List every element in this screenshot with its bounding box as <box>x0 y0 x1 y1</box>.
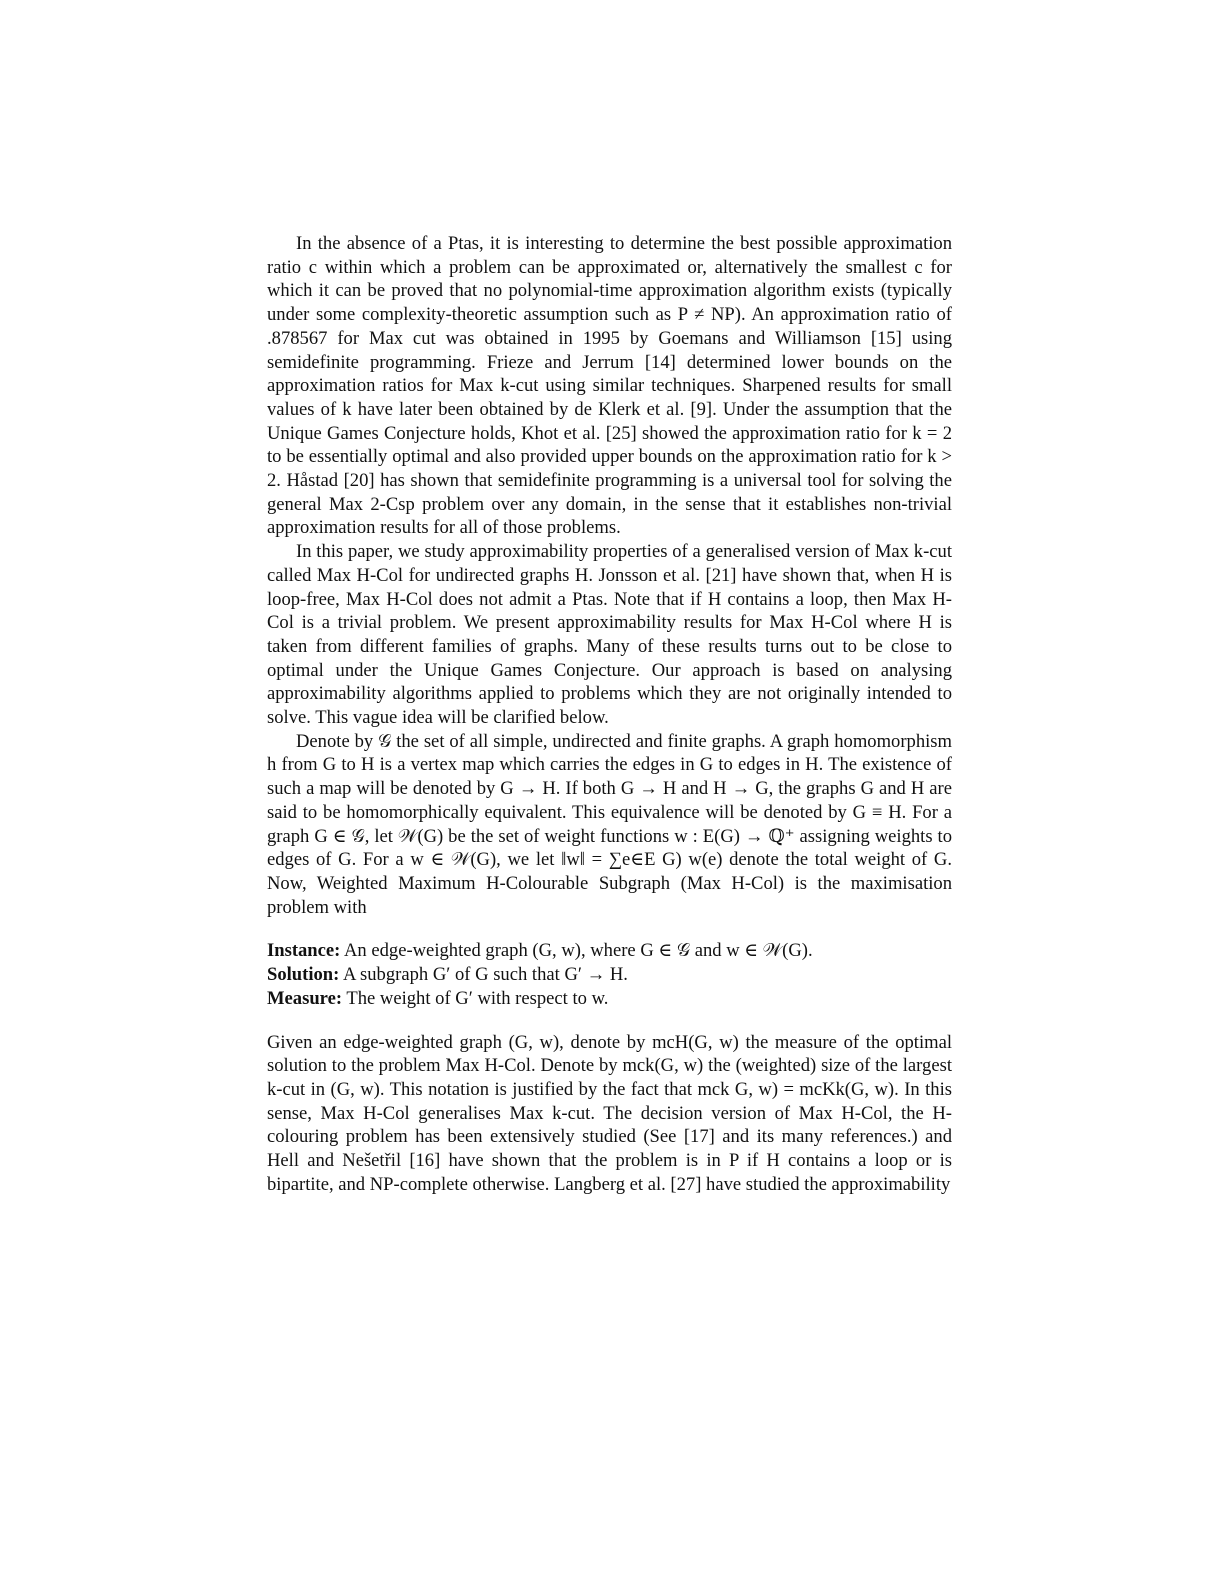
page-body <box>267 232 952 1196</box>
paragraph-definitions: Denote by 𝒢 the set of all simple, undirected and finite graphs. A graph homomorphism h from G to H is a vertex map which carries the edges in G to edges in H. The existence of such a map will be denoted by G → H. If both G → H and H → G, the graphs G and H are said to be homomorphically equivalent. This equivalence will be denoted by G ≡ H. For a graph G ∈ 𝒢, let 𝒲(G) be the set of weight functions w : E(G) → ℚ⁺ assigning weights to edges of G. For a w ∈ 𝒲(G), we let ‖w‖ = ∑e∈E G) w(e) denote the total weight of G. Now, Weighted Maximum H-Colourable Subgraph (Max H-Col) is the maximisation problem with <box>267 730 952 918</box>
definition-text: The weight of G′ with respect to w. <box>346 987 609 1009</box>
definition-text: An edge-weighted graph (G, w), where G ∈ 𝒢 and w ∈ 𝒲(G). <box>343 940 813 962</box>
paragraph-ptas: In the absence of a Ptas, it is interesting to determine the best possible approximation ratio c within which a problem can be approximated or, alternatively the smallest c for which it can be proved that no polynomial-time approximation algorithm exists (typically under some complexity-theoretic assumption such as P ≠ NP). An approximation ratio of .878567 for Max cut was obtained in 1995 by Goemans and Williamson [15] using semidefinite programming. Frieze and Jerrum [14] determined lower bounds on the approximation ratios for Max k-cut using similar techniques. Sharpened results for small values of k have later been obtained by de Klerk et al. [9]. Under the assumption that the Unique Games Conjecture holds, Khot et al. [25] showed the approximation ratio for k = 2 to be essentially optimal and also provided upper bounds on the approximation ratio for k > 2. Håstad [20] has shown that semidefinite programming is a universal tool for solving the general Max 2-Csp problem over any domain, in the sense that it establishes non-trivial approximation results for all of those problems. <box>267 233 952 539</box>
definition-measure <box>267 987 952 1011</box>
problem-definition <box>267 939 952 1010</box>
definition-instance <box>267 939 952 963</box>
paragraph-this-paper: In this paper, we study approximability properties of a generalised version of Max k-cut called Max H-Col for undirected graphs H. Jonsson et al. [21] have shown that, when H is loop-free, Max H-Col does not admit a Ptas. Note that if H contains a loop, then Max H-Col is a trivial problem. We present approximability results for Max H-Col where H is taken from different families of graphs. Many of these results turns out to be close to optimal under the Unique Games Conjecture. Our approach is based on analysing approximability algorithms applied to problems which they are not originally intended to solve. This vague idea will be clarified below. <box>267 541 952 729</box>
paragraph-closing: Given an edge-weighted graph (G, w), denote by mcH(G, w) the measure of the optimal solution to the problem Max H-Col. Denote by mck(G, w) the (weighted) size of the largest k-cut in (G, w). This notation is justified by the fact that mck G, w) = mcKk(G, w). In this sense, Max H-Col generalises Max k-cut. The decision version of Max H-Col, the H-colouring problem has been extensively studied (See [17] and its many references.) and Hell and Nešetřil [16] have shown that the problem is in P if H contains a loop or is bipartite, and NP-complete otherwise. Langberg et al. [27] have studied the approximability <box>267 1031 952 1195</box>
definition-solution <box>267 963 952 987</box>
definition-label: Measure: <box>267 987 343 1009</box>
definition-label: Instance: <box>267 940 341 962</box>
definition-label: Solution: <box>267 964 340 986</box>
definition-text: A subgraph G′ of G such that G′ → H. <box>342 964 628 986</box>
